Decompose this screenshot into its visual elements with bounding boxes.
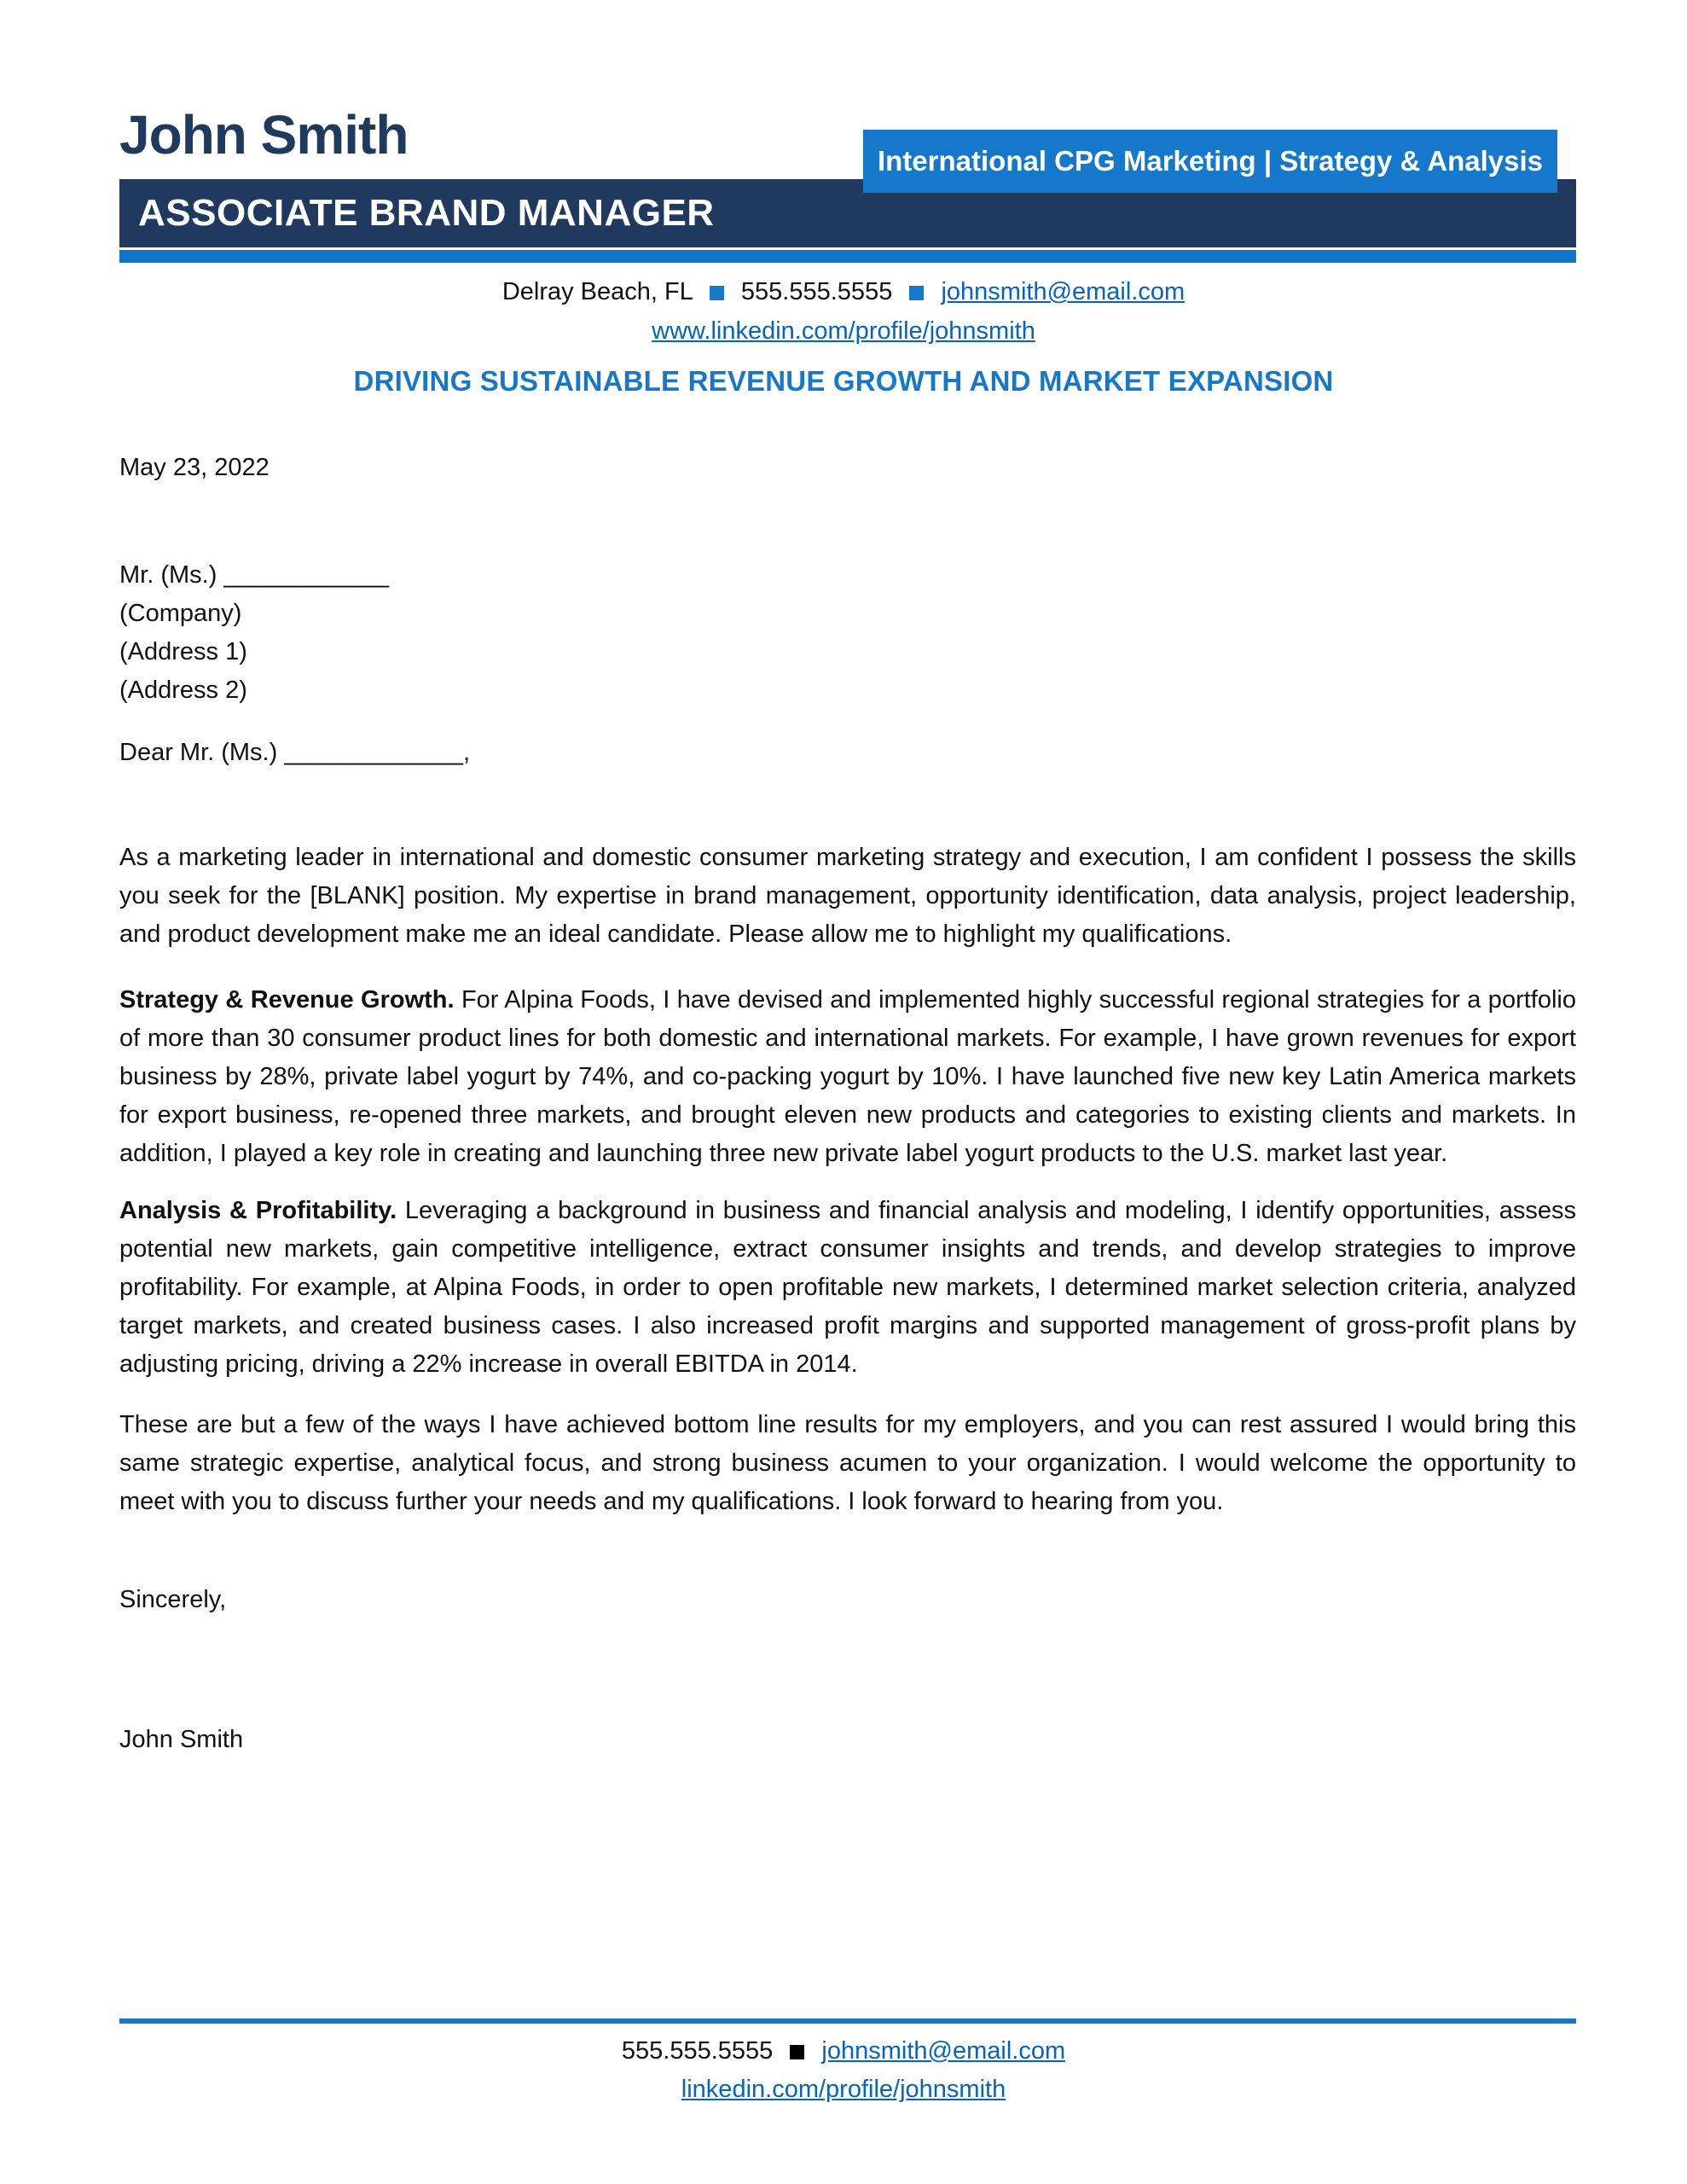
paragraph-text: These are but a few of the ways I have achieved bottom line results for my employers, and you can rest assured I would bring this same strategic expertise, analytical focus, and strong business acumen to your organization. I would welcome the opportunity to meet with you to discuss further your needs and my qualifications. I look forward to hearing from you. bbox=[119, 1411, 1576, 1515]
footer-divider bbox=[119, 2018, 1576, 2024]
square-bullet-icon bbox=[909, 286, 924, 300]
paragraph-intro bbox=[119, 839, 1576, 954]
headline: DRIVING SUSTAINABLE REVENUE GROWTH AND MARKET EXPANSION bbox=[353, 365, 1334, 397]
signature-name: John Smith bbox=[119, 1726, 244, 1753]
recipient-address2-line: (Address 2) bbox=[119, 677, 247, 704]
recipient-block bbox=[119, 556, 1576, 710]
linkedin-line bbox=[0, 312, 1687, 351]
page-title: John Smith bbox=[119, 104, 409, 166]
footer-contact-line bbox=[0, 2032, 1687, 2071]
footer-email-link[interactable]: johnsmith@email.com bbox=[821, 2037, 1066, 2065]
paragraph-strategy bbox=[119, 981, 1576, 1173]
paragraph-analysis bbox=[119, 1192, 1576, 1384]
paragraph-text: For Alpina Foods, I have devised and implemented highly successful regional strategies for a portfolio of more than 30 consumer product lines for both domestic and international markets. For example, I have grown revenues for export business by 28%, private label yogurt by 74%, and co-packing yogurt by 10%. I have launched five new key Latin America markets for export business, re-opened three markets, and brought eleven new products and categories to existing clients and markets. In addition, I played a key role in creating and launching three new private label yogurt products to the U.S. market last year. bbox=[119, 986, 1576, 1167]
salutation: Dear Mr. (Ms.) _____________, bbox=[119, 739, 471, 766]
footer-phone: 555.555.5555 bbox=[621, 2037, 774, 2065]
tagline-text: International CPG Marketing | Strategy & Analysis bbox=[877, 145, 1544, 177]
accent-strip bbox=[119, 250, 1576, 263]
letter-body bbox=[119, 444, 1576, 1759]
letter-date: May 23, 2022 bbox=[119, 454, 270, 481]
contact-line bbox=[0, 273, 1687, 311]
tagline-badge bbox=[863, 130, 1557, 193]
email-link[interactable]: johnsmith@email.com bbox=[941, 278, 1186, 305]
linkedin-link[interactable]: www.linkedin.com/profile/johnsmith bbox=[652, 317, 1035, 345]
valediction: Sincerely, bbox=[119, 1586, 227, 1613]
footer-linkedin-link[interactable]: linkedin.com/profile/johnsmith bbox=[681, 2076, 1006, 2103]
paragraph-closing-pitch bbox=[119, 1406, 1576, 1521]
contact-location: Delray Beach, FL bbox=[501, 278, 693, 305]
square-bullet-icon bbox=[790, 2045, 804, 2059]
footer-linkedin-line bbox=[0, 2071, 1687, 2109]
paragraph-lead: Analysis & Profitability. bbox=[119, 1197, 397, 1224]
paragraph-text: As a marketing leader in international and domestic consumer marketing strategy and execution, I am confident I possess the skills you seek for the [BLANK] position. My expertise in brand management, opportunity identification, data analysis, project leadership, and product development make me an ideal candidate. Please allow me to highlight my qualifications. bbox=[119, 844, 1576, 948]
recipient-name-line: Mr. (Ms.) ____________ bbox=[119, 561, 389, 589]
square-bullet-icon bbox=[710, 286, 724, 300]
recipient-company-line: (Company) bbox=[119, 600, 242, 627]
paragraph-text: Leveraging a background in business and financial analysis and modeling, I identify opportunities, assess potential new markets, gain competitive intelligence, extract consumer insights and trends, and develop strategies to improve profitability. For example, at Alpina Foods, in order to open profitable new markets, I determined market selection criteria, analyzed target markets, and created business cases. I also increased profit margins and supported management of gross-profit plans by adjusting pricing, driving a 22% increase in overall EBITDA in 2014. bbox=[119, 1197, 1576, 1378]
contact-phone: 555.555.5555 bbox=[740, 278, 893, 305]
paragraph-lead: Strategy & Revenue Growth. bbox=[119, 986, 455, 1014]
recipient-address1-line: (Address 1) bbox=[119, 638, 247, 665]
role-title: ASSOCIATE BRAND MANAGER bbox=[138, 192, 715, 234]
